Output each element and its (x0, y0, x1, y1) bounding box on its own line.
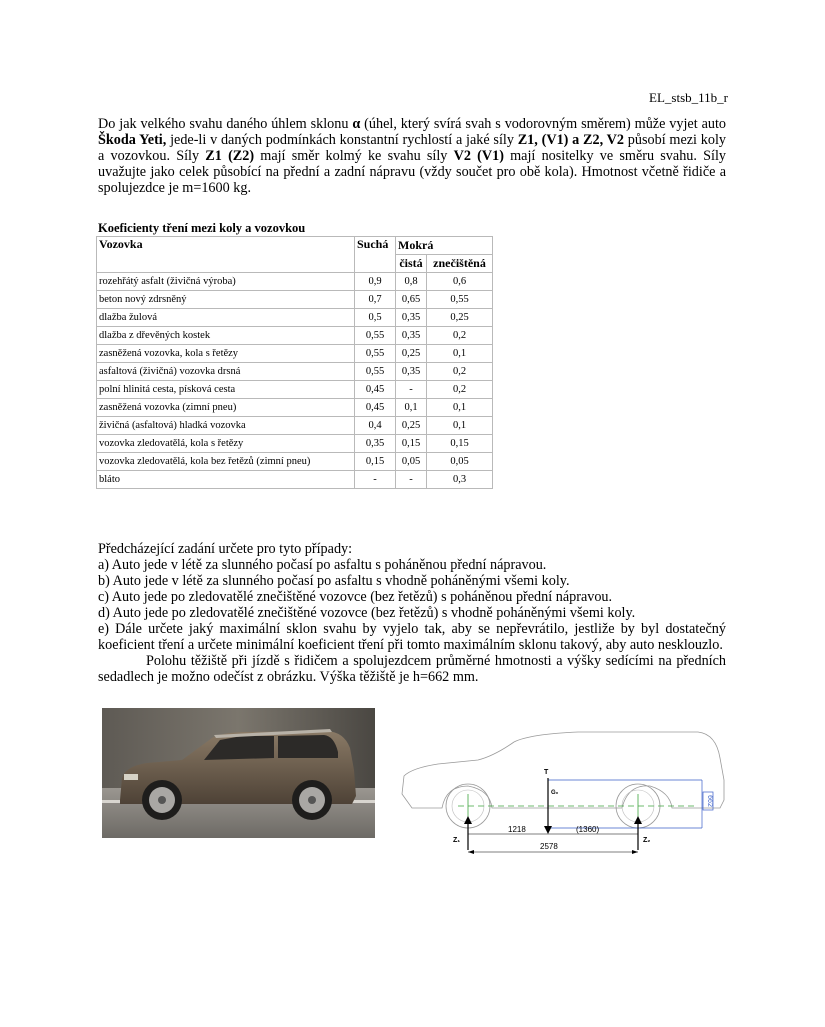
cell-wet-dirty: 0,15 (427, 435, 493, 453)
wheelbase-label: 2578 (540, 842, 558, 851)
cell-wet-clean: 0,35 (396, 309, 427, 327)
cell-wet-dirty: 0,2 (427, 363, 493, 381)
cases-lead: Předcházející zadání určete pro tyto případy: (98, 541, 353, 557)
z1-arrowhead (464, 816, 472, 824)
header-surface: Vozovka (97, 237, 355, 273)
cell-wet-dirty: 0,2 (427, 327, 493, 345)
intro-text: mají nositelky ve směru svahu. Síly uvažujte jako celek působící na přední a zadní nápravu (vždy součet pro obě kola). Hmotnost včetně řidiče a spolujezdce je m=1600 kg. (98, 148, 727, 196)
car-dimension-diagram (398, 728, 730, 858)
cell-wet-dirty: 0,3 (427, 471, 493, 489)
table-row (97, 363, 493, 381)
cell-surface: beton nový zdrsněný (97, 291, 355, 309)
intro-text: jede-li v daných podmínkách konstantní rychlostí a jaké síly (166, 132, 518, 148)
z1-label: Z₁ (453, 837, 461, 844)
document-code: EL_stsb_11b_r (649, 90, 728, 105)
cell-surface: živičná (asfaltová) hladká vozovka (97, 417, 355, 435)
case-b: b) Auto jede v létě za slunného počasí po asfaltu s vhodně poháněnými všemi koly. (98, 573, 570, 589)
cell-wet-dirty: 0,1 (427, 345, 493, 363)
cell-wet-clean: 0,35 (396, 363, 427, 381)
cell-wet-dirty: 0,05 (427, 453, 493, 471)
intro-text: působí mezi koly a vozovkou. Síly (98, 132, 726, 164)
cell-wet-clean: 0,35 (396, 327, 427, 345)
cell-dry: - (355, 471, 396, 489)
problem-statement (98, 116, 726, 196)
car-outline (402, 732, 724, 808)
table-row (97, 435, 493, 453)
car-name: Škoda Yeti, (98, 132, 167, 148)
table-row (97, 345, 493, 363)
cell-dry: 0,55 (355, 363, 396, 381)
table-row (97, 309, 493, 327)
intro-text: mají směr kolmý ke svahu síly (254, 148, 454, 164)
cell-wet-clean: 0,15 (396, 435, 427, 453)
case-c: c) Auto jede po zledovatělé znečištěné vozovce (bez řetězů) s poháněnou přední nápravou. (98, 589, 613, 605)
intro-text: Do jak velkého svahu daného úhlem sklonu (98, 116, 353, 132)
cell-dry: 0,4 (355, 417, 396, 435)
cell-wet-clean: - (396, 471, 427, 489)
cell-surface: dlažba žulová (97, 309, 355, 327)
diagram-svg (398, 728, 730, 858)
table-header-row (97, 237, 493, 255)
table-row (97, 399, 493, 417)
weight-label: G₀ (551, 790, 559, 796)
intro-text: (úhel, který svírá svah s vodorovným směrem) může vyjet auto (360, 116, 727, 132)
table-row (97, 381, 493, 399)
cell-dry: 0,45 (355, 399, 396, 417)
cell-wet-clean: 0,1 (396, 399, 427, 417)
friction-table (96, 236, 493, 489)
z2-label: Z₂ (643, 837, 651, 844)
forces-label: Z1, (V1) a Z2, V2 (517, 132, 625, 148)
cell-wet-clean: 0,65 (396, 291, 427, 309)
cell-wet-dirty: 0,1 (427, 417, 493, 435)
cell-wet-clean: 0,8 (396, 273, 427, 291)
table-row (97, 453, 493, 471)
cell-wet-dirty: 0,25 (427, 309, 493, 327)
cell-dry: 0,55 (355, 345, 396, 363)
cell-dry: 0,55 (355, 327, 396, 345)
table-title: Koeficienty tření mezi koly a vozovkou (98, 221, 306, 235)
tangential-forces-label: V2 (V1) (453, 148, 504, 164)
alpha-symbol: α (352, 116, 361, 132)
cell-dry: 0,7 (355, 291, 396, 309)
case-e: e) Dále určete jaký maximální sklon svahu by vyjelo tak, aby se nepřevrátilo, jestliže by byl dostatečný koeficient tření a určete minimální koeficient tření při tomto maximálním sklonu takový, aby auto nesklouzlo. (98, 621, 726, 653)
header-dry: Suchá (355, 237, 396, 273)
header-clean: čistá (396, 255, 427, 273)
normal-forces-label: Z1 (Z2) (205, 148, 255, 164)
table-row (97, 291, 493, 309)
header-wet: Mokrá (396, 237, 493, 255)
cell-wet-dirty: 0,6 (427, 273, 493, 291)
case-a: a) Auto jede v létě za slunného počasí po asfaltu s poháněnou přední nápravou. (98, 557, 547, 573)
table-row (97, 273, 493, 291)
case-d: d) Auto jede po zledovatělé znečištěné vozovce (bez řetězů) s vhodně poháněnými všemi koly. (98, 605, 636, 621)
cell-surface: asfaltová (živičná) vozovka drsná (97, 363, 355, 381)
cell-surface: zasněžená vozovka (zimní pneu) (97, 399, 355, 417)
cell-surface: dlažba z dřevěných kostek (97, 327, 355, 345)
cell-dry: 0,15 (355, 453, 396, 471)
gravity-arrowhead (544, 826, 552, 834)
cell-wet-dirty: 0,2 (427, 381, 493, 399)
cases-section (98, 541, 726, 685)
cell-wet-clean: 0,25 (396, 345, 427, 363)
front-distance-label: 1218 (508, 825, 526, 834)
cell-dry: 0,9 (355, 273, 396, 291)
table-row (97, 471, 493, 489)
center-of-gravity-note: Polohu těžiště při jízdě s řidičem a spolujezdcem průměrné hmotnosti a výšky sedícími na předních sedadlech je možno odečíst z obrázku. Výška těžiště je h=662 mm. (98, 653, 726, 685)
cell-wet-dirty: 0,55 (427, 291, 493, 309)
table-row (97, 417, 493, 435)
table-row (97, 327, 493, 345)
cell-surface: zasněžená vozovka, kola s řetězy (97, 345, 355, 363)
cell-dry: 0,5 (355, 309, 396, 327)
cell-surface: rozehřátý asfalt (živičná výroba) (97, 273, 355, 291)
cell-wet-clean: 0,05 (396, 453, 427, 471)
z2-arrowhead (634, 816, 642, 824)
rear-distance-label: (1360) (576, 825, 600, 834)
height-value: 662 (706, 795, 713, 807)
header-dirty: znečištěná (427, 255, 493, 273)
cell-wet-clean: 0,25 (396, 417, 427, 435)
cell-wet-dirty: 0,1 (427, 399, 493, 417)
cell-dry: 0,35 (355, 435, 396, 453)
cell-dry: 0,45 (355, 381, 396, 399)
cell-surface: vozovka zledovatělá, kola bez řetězů (zimní pneu) (97, 453, 355, 471)
car-photo-illustration (102, 708, 375, 838)
cell-surface: vozovka zledovatělá, kola s řetězy (97, 435, 355, 453)
car-photo (102, 708, 375, 838)
cell-surface: polní hlinitá cesta, písková cesta (97, 381, 355, 399)
cell-wet-clean: - (396, 381, 427, 399)
cell-surface: bláto (97, 471, 355, 489)
cog-label: T (544, 769, 549, 776)
